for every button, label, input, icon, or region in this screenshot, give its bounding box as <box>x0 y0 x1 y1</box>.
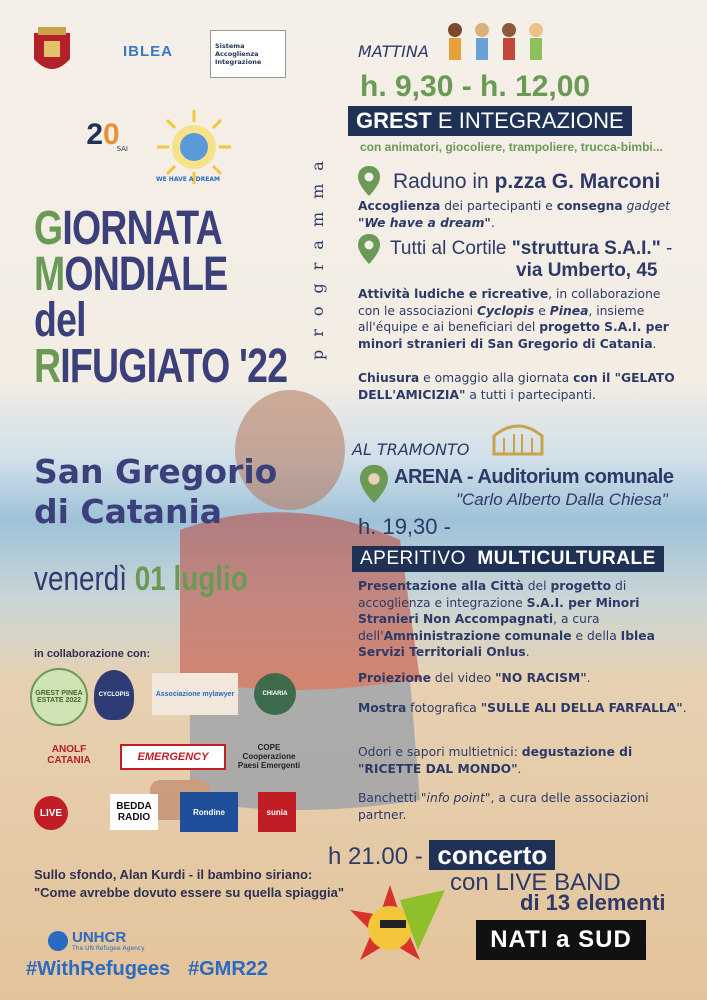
sai-system-logo <box>210 30 286 78</box>
sunia-logo-text: sunia <box>266 807 288 817</box>
pinea-logo-text: GREST PINEA ESTATE 2022 <box>35 690 83 704</box>
title-line1-rest: IORNATA <box>62 202 222 255</box>
act-plain3: , insieme all'équipe e ai beneficiari del <box>358 303 645 334</box>
cyclopis-logo <box>94 670 134 720</box>
cope-logo <box>232 740 306 772</box>
date-bold: 01 luglio <box>134 560 248 598</box>
act-plain1: , in collaborazione con le associazioni <box>358 287 661 318</box>
loc1-bold: p.zza G. Marconi <box>494 170 661 193</box>
title-line2: MONDIALE <box>34 248 228 301</box>
grest-banner <box>348 106 632 136</box>
p2-plain: del video <box>434 671 492 685</box>
evening-venue-name: "Carlo Alberto Dalla Chiesa" <box>456 490 668 509</box>
aperitivo-banner <box>352 546 664 572</box>
title-line3: del <box>34 294 86 347</box>
evening-exhibition: Mostra fotografica "SULLE ALI DELLA FARFALLA". <box>358 701 687 715</box>
city-line1: San Gregorio <box>34 452 278 491</box>
arena-icon <box>490 418 546 458</box>
morning-location2-address: via Umberto, 45 <box>516 260 658 281</box>
p4-plain: Odori e sapori multietnici: <box>358 745 518 759</box>
evening-venue: ARENA - Auditorium comunale <box>394 466 674 488</box>
loc1-plain: Raduno in <box>393 170 489 193</box>
chiaria-logo <box>254 673 296 715</box>
p1-bold5: Iblea Servizi Territoriali Onlus <box>358 628 655 659</box>
bedda-radio-logo <box>110 794 158 830</box>
p1-bold1: Presentazione alla Città <box>358 579 524 593</box>
desc1-bold1: Accoglienza <box>358 199 441 213</box>
cope-logo-text: COPE Cooperazione Paesi Emergenti <box>237 742 301 770</box>
morning-location1 <box>393 170 660 194</box>
closing-plain2: a tutti i partecipanti. <box>469 387 596 402</box>
concert-band-size: di 13 elementi <box>520 890 666 915</box>
morning-time: h. 9,30 - h. 12,00 <box>360 70 591 103</box>
evening-time: h. 19,30 - <box>358 514 451 539</box>
morning-closing <box>358 370 683 403</box>
concert-live-band: con LIVE BAND <box>450 869 621 896</box>
location-pin-icon <box>358 166 380 196</box>
programma-vertical-label: programma <box>308 148 327 360</box>
p3-bold2: "SULLE ALI DELLA FARFALLA" <box>480 701 683 715</box>
p4-bold: degustazione di "RICETTE DAL MONDO" <box>358 745 633 776</box>
bedda-radio-logo-text: BEDDA RADIO <box>116 801 152 823</box>
municipality-crest-logo <box>30 25 74 81</box>
sprar-sai-20-logo: 20 SAI <box>86 118 128 153</box>
title-line4: RIFUGIATO '22 <box>34 340 288 393</box>
hashtag-withrefugees: #WithRefugees <box>26 958 171 980</box>
sunia-logo <box>258 792 296 832</box>
live-logo <box>34 796 68 830</box>
event-city <box>34 452 277 532</box>
title-line4-rest: IFUGIATO '22 <box>60 340 288 393</box>
pinea-logo <box>30 668 88 726</box>
evening-tasting: Odori e sapori multietnici: degustazione di "RICETTE DAL MONDO". <box>358 745 633 776</box>
act-plain2: e <box>538 303 546 318</box>
sai-logo-line1: Sistema <box>215 42 245 50</box>
p1-bold3: S.A.I. per Minori Stranieri Non Accompagnati <box>358 595 640 626</box>
iblea-logo-text: IBLEA <box>123 42 173 60</box>
event-date <box>34 560 248 599</box>
concert-tag: concerto <box>429 840 555 870</box>
sai-small-text: SAI <box>116 145 128 153</box>
location-pin-icon-3 <box>360 464 388 504</box>
p1-plain4: e della <box>575 628 617 643</box>
p5-italic: "info point" <box>420 791 491 805</box>
sai-logo-line2: Accoglienza <box>215 50 259 58</box>
unhcr-name: UNHCR <box>72 929 127 946</box>
rondine-logo-text: Rondine <box>193 807 225 817</box>
aperitivo-plain: APERITIVO <box>360 548 466 569</box>
aperitivo-bold: MULTICULTURALE <box>477 548 656 569</box>
sun-mascot-illustration <box>340 880 460 980</box>
hashtag-gmr22: #GMR22 <box>188 958 269 980</box>
footnote-line1: Sullo sfondo, Alan Kurdi - il bambino siriano: <box>34 867 313 882</box>
background-footnote <box>34 866 344 902</box>
title-line2-rest: ONDIALE <box>64 248 228 301</box>
desc1-bold3: "We have a dream" <box>358 215 491 230</box>
chiaria-logo-text: CHIARIA <box>262 691 288 697</box>
iblea-logo <box>118 20 178 82</box>
grest-banner-rest: E INTEGRAZIONE <box>437 108 624 133</box>
morning-location2: Tutti al Cortile "struttura S.A.I." - <box>390 238 673 259</box>
sai-logo-line3: Integrazione <box>215 58 262 66</box>
closing-bold2: con il "GELATO DELL'AMICIZIA" <box>358 371 675 402</box>
date-prefix: venerdì <box>34 560 127 598</box>
footnote-line2: "Come avrebbe dovuto essere su quella spiaggia" <box>34 885 344 900</box>
desc1-bold2: consegna <box>556 199 623 213</box>
evening-presentation: Presentazione alla Città del progetto di accoglienza e integrazione S.A.I. per Minori Stranieri Non Accompagnati, a cura dell'Amministrazione comunale e della Iblea Servizi Territoriali Onlus. <box>358 579 655 659</box>
location-pin-icon-2 <box>358 234 380 264</box>
p3-plain: fotografica <box>410 701 477 715</box>
concert-time: h 21.00 - <box>328 843 423 870</box>
p1-plain3: , a cura dell' <box>358 612 600 643</box>
emergency-logo <box>120 744 226 770</box>
closing-bold1: Chiusura <box>358 371 420 385</box>
nati-a-sud-logo <box>476 920 646 960</box>
grest-subtitle: con animatori, giocoliere, trampoliere, trucca-bimbi... <box>360 140 663 154</box>
title-line1: GIORNATA <box>34 202 222 255</box>
p1-plain2: di accoglienza e integrazione <box>358 579 627 610</box>
unhcr-logo <box>48 930 145 952</box>
loc2-plain: Tutti al Cortile <box>390 238 507 259</box>
collaboration-label: in collaborazione con: <box>34 648 151 660</box>
morning-activities: Attività ludiche e ricreative, in collaborazione con le associazioni Cyclopis e Pinea, insieme all'équipe e ai beneficiari del progetto S.A.I. per minori stranieri di San Gregorio di Catania. <box>358 287 669 351</box>
mylawyer-logo <box>152 673 238 715</box>
nati-a-sud-text: NATI a SUD <box>490 926 632 953</box>
p1-bold2: progetto <box>550 579 612 593</box>
act-bold2: progetto S.A.I. per minori stranieri di San Gregorio di Catania <box>358 320 669 351</box>
act-bold: Attività ludiche e ricreative <box>358 287 549 301</box>
p1-plain1: del <box>527 579 547 593</box>
p2-bold2: "NO RACISM" <box>495 671 587 685</box>
anolf-logo-text: ANOLF CATANIA <box>47 744 91 766</box>
act-italic2: Pinea <box>549 303 589 318</box>
p5-plain2: , a cura delle associazioni partner. <box>358 791 649 822</box>
rondine-logo <box>180 792 238 832</box>
unhcr-icon <box>48 931 68 951</box>
desc1-plain1: dei partecipanti e <box>444 199 553 213</box>
anolf-logo <box>30 738 108 772</box>
p5-plain1: Banchetti <box>358 791 417 805</box>
p2-bold: Proiezione <box>358 671 431 685</box>
we-have-a-dream-text: WE HAVE A DREAM <box>156 176 220 183</box>
closing-plain1: e omaggio alla giornata <box>423 371 570 385</box>
city-line2: di Catania <box>34 492 223 531</box>
desc1-italic: gadget <box>626 199 670 213</box>
evening-section-label: AL TRAMONTO <box>352 440 470 459</box>
morning-section-label: MATTINA <box>358 42 429 61</box>
mylawyer-logo-text: Associazione mylawyer <box>155 690 235 698</box>
unhcr-sub: The UN Refugee Agency <box>72 945 145 952</box>
evening-projection: Proiezione del video "NO RACISM". <box>358 671 591 685</box>
grest-banner-bold: GREST <box>356 108 432 133</box>
morning-location1-desc: Accoglienza dei partecipanti e consegna gadget "We have a dream". <box>358 199 670 230</box>
act-italic1: Cyclopis <box>477 303 535 318</box>
children-illustration-icon <box>440 20 550 68</box>
loc2-bold: "struttura S.A.I." <box>511 238 661 259</box>
we-have-a-dream-logo <box>155 108 233 186</box>
emergency-logo-text: EMERGENCY <box>137 751 209 763</box>
live-logo-text: LIVE <box>39 807 63 819</box>
evening-info-point <box>358 790 688 823</box>
p3-bold: Mostra <box>358 701 407 715</box>
concert-line <box>328 840 555 871</box>
event-title <box>34 202 288 393</box>
p1-bold4: Amministrazione comunale <box>383 628 572 643</box>
cyclopis-logo-text: CYCLOPIS <box>98 692 130 698</box>
